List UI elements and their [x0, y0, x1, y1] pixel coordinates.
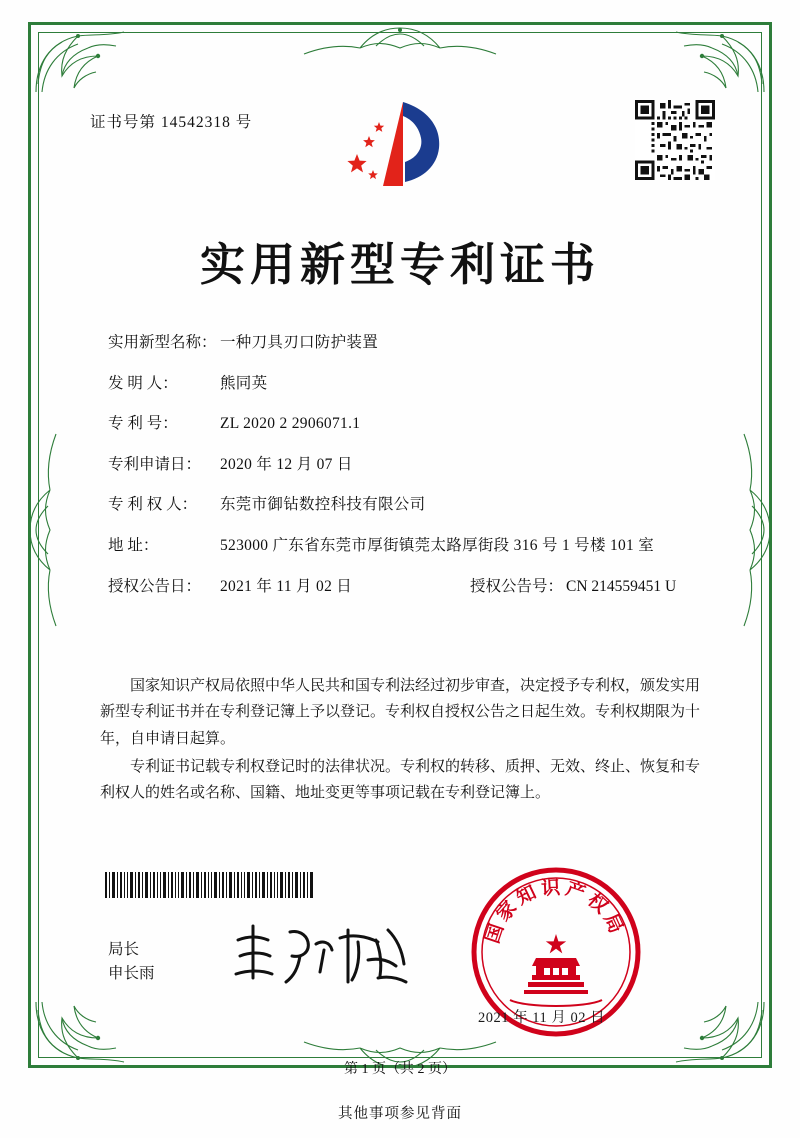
field-grant-announcement	[108, 578, 698, 597]
director-name-label: 申长雨	[108, 965, 155, 983]
corner-ornament-top-left	[32, 26, 128, 96]
footer-note: 其他事项参见背面	[338, 1106, 462, 1122]
field-address	[108, 537, 698, 556]
field-label: 专 利 号：	[108, 415, 178, 433]
field-label: 实用新型名称：	[108, 334, 217, 351]
field-value: 523000 广东省东莞市厚街镇莞太路厚街段 316 号 1 号楼 101 室	[220, 536, 655, 554]
page-title: 实用新型专利证书	[199, 238, 600, 291]
field-label-grant-number: 授权公告号：	[470, 577, 564, 595]
field-label: 专 利 权 人：	[108, 496, 198, 514]
field-value: 熊同英	[220, 374, 268, 392]
signature-block	[108, 938, 155, 986]
field-value-grant-number: CN 214559451 U	[566, 577, 677, 595]
edge-ornament-right	[740, 420, 774, 640]
signature-shen-changyu	[228, 916, 418, 996]
field-value: ZL 2020 2 2906071.1	[220, 415, 361, 433]
field-inventor	[108, 375, 698, 394]
page-number: 第 1 页（共 2 页）	[344, 1062, 456, 1077]
field-label: 专利申请日：	[108, 455, 202, 473]
field-label: 发 明 人：	[108, 374, 178, 392]
field-patentee	[108, 496, 698, 515]
barcode	[105, 872, 315, 898]
svg-text:国家知识产权局: 国家知识产权局	[481, 876, 629, 947]
legal-text-block	[100, 672, 700, 807]
cnipa-logo	[343, 96, 463, 196]
paragraph-1: 国家知识产权局依照中华人民共和国专利法经过初步审查，决定授予专利权，颁发实用新型专利证书并在专利登记簿上予以登记。专利权自授权公告之日起生效。专利权期限为十年，自申请日起算。	[100, 676, 701, 747]
field-label: 地 址：	[108, 536, 159, 554]
field-value: 2020 年 12 月 07 日	[220, 455, 353, 473]
field-patent-number	[108, 415, 698, 434]
director-title-label: 局长	[108, 941, 140, 958]
field-value-grant-date: 2021 年 11 月 02 日	[220, 577, 353, 595]
edge-ornament-top	[250, 24, 550, 58]
field-label-grant-date: 授权公告日：	[108, 577, 202, 595]
qr-code	[635, 100, 715, 180]
seal-date: 2021 年 11 月 02 日	[478, 1010, 606, 1026]
field-utility-model-name	[108, 334, 698, 353]
certificate-number: 证书号第 14542318 号	[90, 114, 253, 131]
field-value: 东莞市御钻数控科技有限公司	[220, 496, 426, 514]
paragraph-2: 专利证书记载专利权登记时的法律状况。专利权的转移、质押、无效、终止、恢复和专利权人的姓名或名称、国籍、地址变更等事项记载在专利登记簿上。	[100, 756, 701, 801]
field-application-date	[108, 456, 698, 475]
corner-ornament-top-right	[672, 26, 768, 96]
field-value: 一种刀具刃口防护装置	[220, 334, 379, 351]
edge-ornament-left	[26, 420, 60, 640]
certificate-fields	[108, 334, 698, 618]
